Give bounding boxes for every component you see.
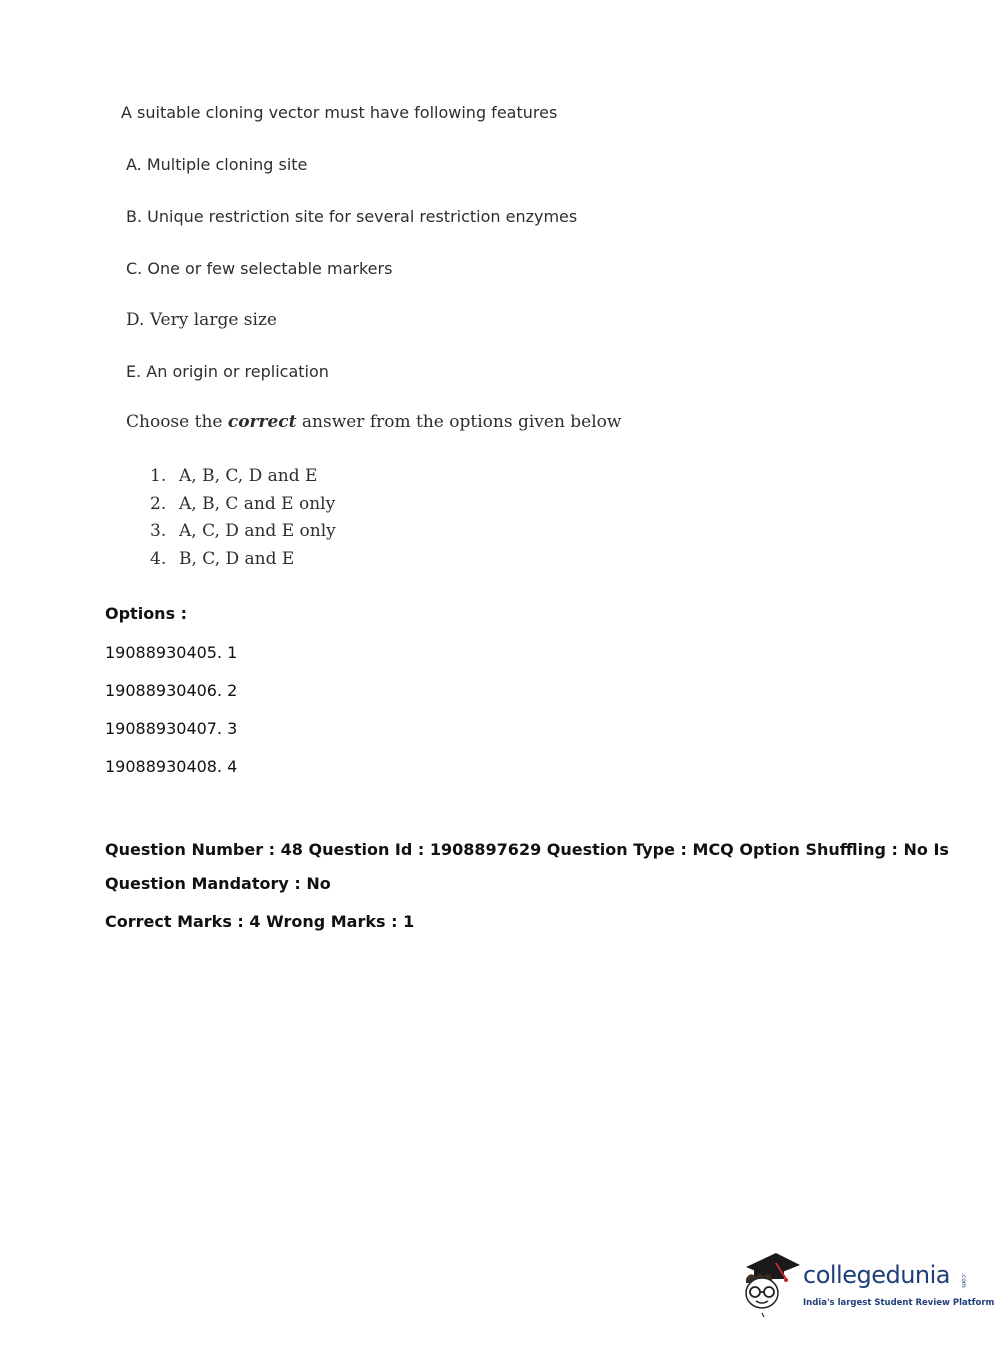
- answer-number: 4.: [150, 548, 167, 569]
- mascot-icon: [742, 1249, 802, 1319]
- logo-domain: .com: [960, 1273, 967, 1288]
- answer-text: A, B, C and E only: [179, 493, 336, 514]
- statement-e: E. An origin or replication: [126, 362, 329, 381]
- answer-list: [150, 464, 336, 574]
- answer-item: [150, 492, 336, 520]
- option-item: 19088930408. 4: [105, 757, 238, 776]
- marks-line: Correct Marks : 4 Wrong Marks : 1: [105, 912, 415, 931]
- question-meta-line: Question Number : 48 Question Id : 1908897629 Question Type : MCQ Option Shuffling : No Is: [105, 840, 949, 859]
- answer-text: A, B, C, D and E: [179, 466, 318, 486]
- choose-suffix: answer from the options given below: [296, 412, 622, 432]
- answer-item: [150, 464, 336, 492]
- logo-brand-name: collegedunia: [803, 1261, 951, 1289]
- answer-number: 3.: [150, 521, 167, 541]
- answer-item: [150, 519, 336, 547]
- question-mandatory-line: Question Mandatory : No: [105, 874, 331, 893]
- choose-prefix: Choose the: [126, 412, 228, 432]
- option-item: 19088930406. 2: [105, 681, 238, 700]
- answer-text: B, C, D and E: [179, 548, 295, 569]
- answer-item: [150, 547, 336, 575]
- choose-instruction: [126, 412, 621, 432]
- collegedunia-logo[interactable]: [742, 1249, 995, 1319]
- answer-number: 1.: [150, 466, 167, 486]
- question-stem: A suitable cloning vector must have following features: [121, 103, 558, 122]
- option-item: 19088930405. 1: [105, 643, 238, 662]
- statement-c: C. One or few selectable markers: [126, 259, 393, 278]
- answer-text: A, C, D and E only: [179, 521, 336, 541]
- choose-emphasis: correct: [227, 412, 297, 432]
- logo-tagline: India's largest Student Review Platform: [803, 1298, 995, 1308]
- statement-d: D. Very large size: [126, 310, 277, 330]
- answer-number: 2.: [150, 493, 167, 514]
- statement-b: B. Unique restriction site for several restriction enzymes: [126, 207, 578, 226]
- statement-a: A. Multiple cloning site: [126, 155, 308, 174]
- options-heading: Options :: [105, 604, 188, 623]
- option-item: 19088930407. 3: [105, 719, 238, 738]
